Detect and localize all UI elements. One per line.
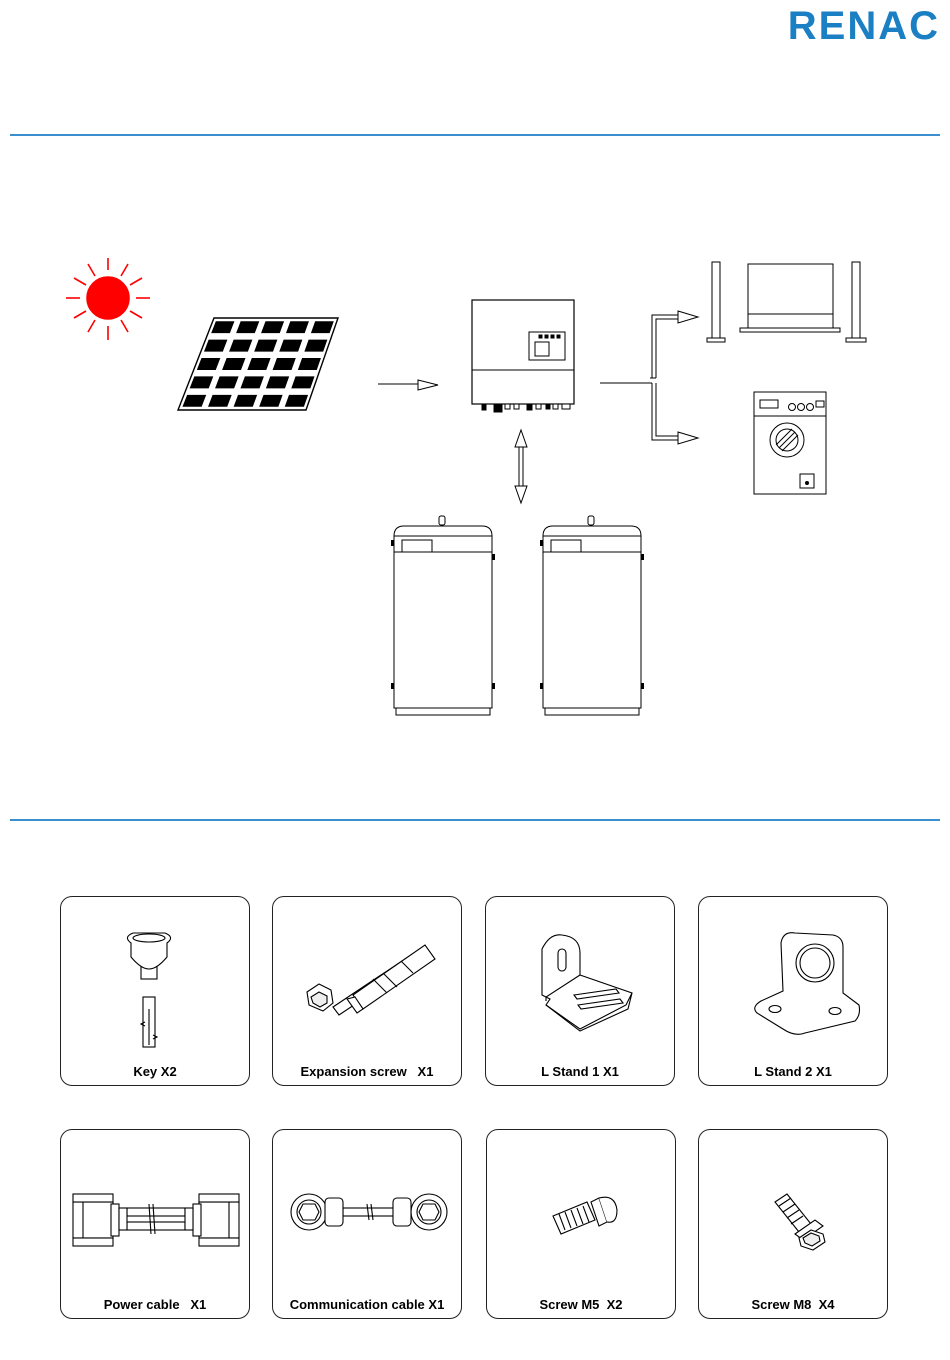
accessory-label: L Stand 1 X1 <box>541 1064 619 1079</box>
system-diagram <box>0 240 950 720</box>
accessory-card-l-stand-1 <box>485 896 675 1086</box>
screw-m8-icon <box>699 1130 889 1320</box>
accessory-card-screw-m5 <box>486 1129 676 1319</box>
arrow-inverter-battery-icon <box>515 430 527 503</box>
accessory-label: Screw M8 X4 <box>751 1297 835 1312</box>
communication-cable-icon <box>273 1130 463 1320</box>
brand-logo: RENAC <box>787 4 940 48</box>
screw-m5-icon <box>487 1130 677 1320</box>
washing-machine-icon <box>754 392 826 494</box>
expansion-screw-icon <box>273 897 463 1087</box>
battery-icon <box>391 516 495 715</box>
sun-icon <box>66 258 150 340</box>
accessory-label: Expansion screw X1 <box>300 1064 434 1079</box>
accessory-card-screw-m8 <box>698 1129 888 1319</box>
accessory-card-expansion-screw <box>272 896 462 1086</box>
l-stand-2-icon <box>699 897 889 1087</box>
solar-panel-icon <box>178 318 338 410</box>
accessory-card-power-cable <box>60 1129 250 1319</box>
inverter-icon <box>472 300 574 412</box>
top-divider <box>10 134 940 136</box>
arrow-panel-to-inverter-icon <box>378 380 438 390</box>
tv-icon <box>707 262 866 342</box>
battery-icon <box>540 516 644 715</box>
key-icon <box>61 897 251 1087</box>
l-stand-1-icon <box>486 897 676 1087</box>
arrow-inverter-to-loads-icon <box>600 311 698 444</box>
accessory-label: L Stand 2 X1 <box>754 1064 832 1079</box>
accessory-card-communication-cable <box>272 1129 462 1319</box>
bottom-divider <box>10 819 940 821</box>
accessory-label: Power cable X1 <box>103 1297 207 1312</box>
accessory-card-l-stand-2 <box>698 896 888 1086</box>
accessory-label: Key X2 <box>133 1064 177 1079</box>
accessory-label: Communication cable X1 <box>289 1297 445 1312</box>
accessory-label: Screw M5 X2 <box>539 1297 623 1312</box>
power-cable-icon <box>61 1130 251 1320</box>
accessory-card-key <box>60 896 250 1086</box>
